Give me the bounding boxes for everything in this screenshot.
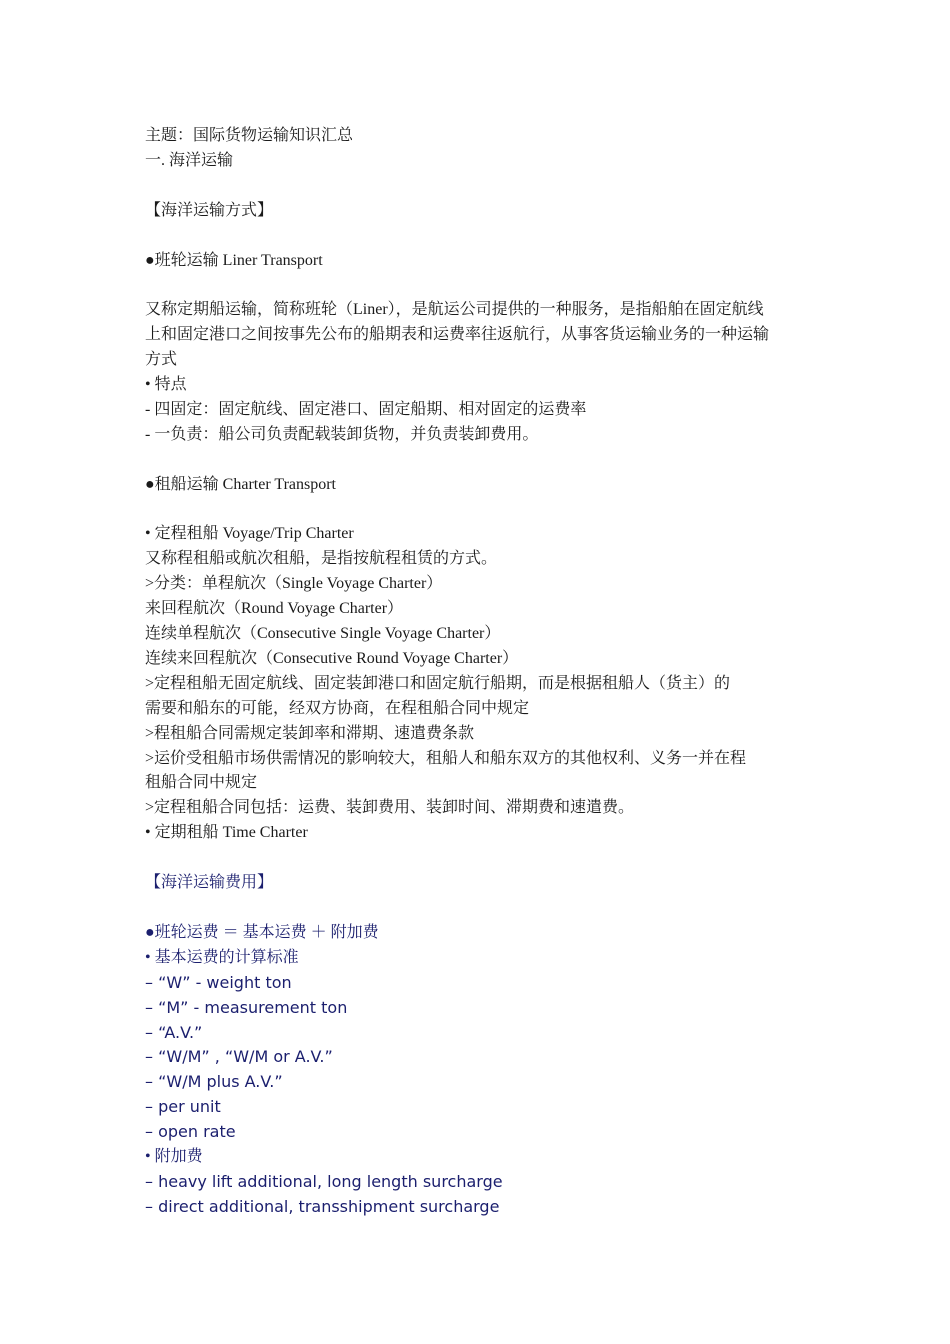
blank-line xyxy=(145,448,825,473)
bullet-item: • 基本运费的计算标准 xyxy=(145,948,299,966)
paragraph-line: 需要和船东的可能，经双方协商，在程租船合同中规定 xyxy=(145,699,530,717)
blank-line xyxy=(145,896,825,921)
bullet-item: • 附加费 xyxy=(145,1148,203,1166)
bullet-item: • 定程租船 Voyage/Trip Charter xyxy=(145,525,354,543)
heading-liner-transport: ●班轮运输 Liner Transport xyxy=(145,251,323,269)
paragraph-line: 方式 xyxy=(145,351,178,369)
list-item: 连续单程航次（Consecutive Single Voyage Charter） xyxy=(145,625,501,643)
list-item: >运价受租船市场供需情况的影响较大，租船人和船东双方的其他权利、义务一并在程 xyxy=(145,749,747,767)
subsection-heading-modes: 【海洋运输方式】 xyxy=(145,201,274,219)
blank-line xyxy=(145,224,825,249)
list-item: >分类：单程航次（Single Voyage Charter） xyxy=(145,575,443,593)
list-item: – heavy lift additional, long length surcharge xyxy=(145,1171,503,1191)
list-item: 连续来回程航次（Consecutive Round Voyage Charter） xyxy=(145,649,519,667)
list-item: – “W/M” , “W/M or A.V.” xyxy=(145,1047,333,1067)
list-item: - 四固定：固定航线、固定港口、固定船期、相对固定的运费率 xyxy=(145,400,587,418)
section-heading-ocean-transport: 一. 海洋运输 xyxy=(145,151,234,169)
blank-line xyxy=(145,846,825,871)
bullet-item: • 特点 xyxy=(145,376,187,394)
list-item: – “M” - measurement ton xyxy=(145,997,348,1017)
paragraph-line: 又称程租船或航次租船，是指按航程租赁的方式。 xyxy=(145,550,498,568)
subsection-heading-costs: 【海洋运输费用】 xyxy=(145,874,274,892)
list-item: - 一负责：船公司负责配载装卸货物，并负责装卸费用。 xyxy=(145,425,539,443)
paragraph-line: 上和固定港口之间按事先公布的船期表和运费率往返航行，从事客货运输业务的一种运输 xyxy=(145,326,770,344)
blank-line xyxy=(145,273,825,298)
document-page xyxy=(145,124,825,1220)
doc-title: 主题：国际货物运输知识汇总 xyxy=(145,127,354,144)
list-item: – open rate xyxy=(145,1122,236,1142)
heading-liner-freight: ●班轮运费 ＝ 基本运费 ＋ 附加费 xyxy=(145,923,379,941)
paragraph-line: 租船合同中规定 xyxy=(145,774,258,792)
list-item: >定程租船合同包括：运费、装卸费用、装卸时间、滞期费和速遣费。 xyxy=(145,799,635,817)
bullet-item: • 定期租船 Time Charter xyxy=(145,824,308,842)
list-item: – direct additional, transshipment surcharge xyxy=(145,1196,500,1216)
list-item: >定程租船无固定航线、固定装卸港口和固定航行船期，而是根据租船人（货主）的 xyxy=(145,674,731,692)
paragraph-line: 又称定期船运输，简称班轮（Liner），是航运公司提供的一种服务，是指船舶在固定航线 xyxy=(145,301,764,319)
list-item: – “W” - weight ton xyxy=(145,972,292,992)
heading-charter-transport: ●租船运输 Charter Transport xyxy=(145,475,336,493)
list-item: >程租船合同需规定装卸率和滞期、速遣费条款 xyxy=(145,724,475,742)
list-item: 来回程航次（Round Voyage Charter） xyxy=(145,600,404,618)
blank-line xyxy=(145,174,825,199)
list-item: – “W/M plus A.V.” xyxy=(145,1072,283,1092)
blank-line xyxy=(145,498,825,523)
list-item: – per unit xyxy=(145,1097,221,1117)
list-item: – “A.V.” xyxy=(145,1022,203,1042)
